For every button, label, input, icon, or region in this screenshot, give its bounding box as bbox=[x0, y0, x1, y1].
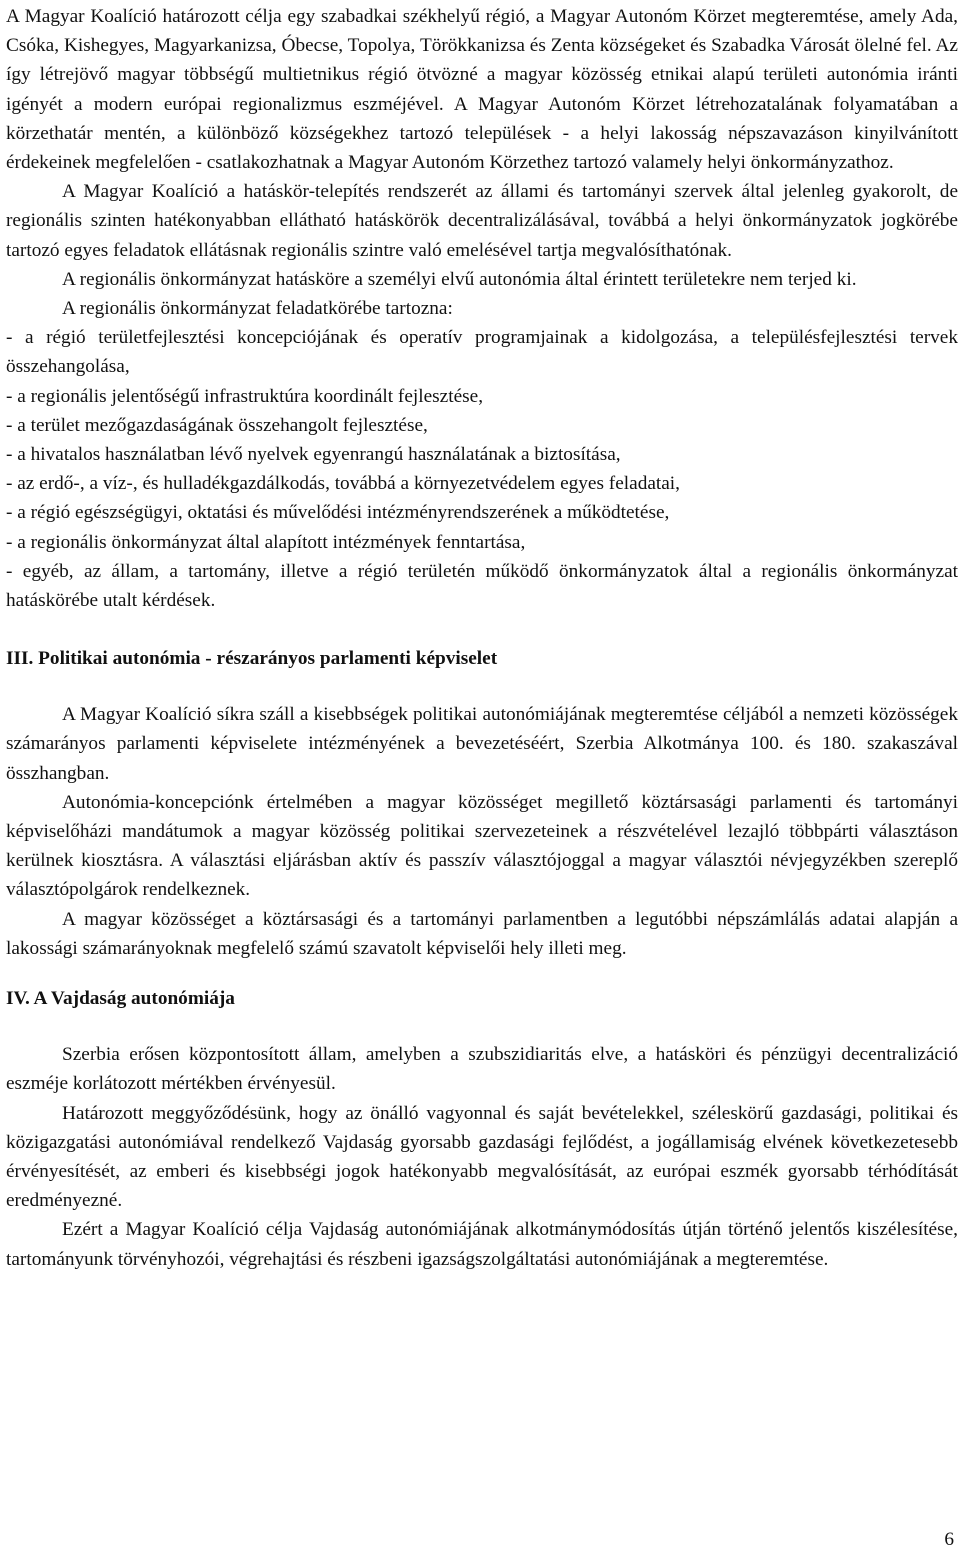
list-item: - a hivatalos használatban lévő nyelvek egyenrangú használatának a biztosítása, bbox=[6, 444, 621, 466]
paragraph: A regionális önkormányzat hatásköre a személyi elvű autonómia által érintett területekre nem terjed ki. bbox=[62, 268, 857, 290]
paragraph: A Magyar Koalíció a hatáskör-telepítés rendszerét az állami és tartományi szervek által jelenleg gyakorolt, de regionális szinten hatékonyabban ellátható hatáskörök decentralizálásával, továbbá a helyi önkormányzatok jogkörébe tartozó egyes feladatok ellátásnak regionális szintre való emelésével tartja megvalósíthatónak. bbox=[6, 181, 958, 261]
paragraph: A Magyar Koalíció határozott célja egy szabadkai székhelyű régió, a Magyar Autonóm Körzet megteremtése, amely Ada, Csóka, Kishegyes, Magyarkanizsa, Óbecse, Topolya, Törökkanizsa és Zenta községeket és Szabadka Városát ölelné fel. Az így létrejövő magyar többségű multietnikus régió ötvözné a magyar közösség etnikai alapú területi autonómia iránti igényét a modern európai regionalizmus eszméjével. A Magyar Autonóm Körzet létrehozatalának folyamatában a körzethatár mentén, a különböző községekhez tartozó települések - a helyi lakosság népszavazáson kinyilvánított érdekeinek megfelelően - csatlakozhatnak a Magyar Autonóm Körzethez tartozó valamely helyi önkormányzathoz. bbox=[6, 6, 958, 174]
paragraph: A regionális önkormányzat feladatkörébe tartozna: bbox=[62, 298, 453, 320]
paragraph: A magyar közösséget a köztársasági és a tartományi parlamentben a legutóbbi népszámlálás adatai alapján a lakossági számarányoknak megfelelő számú szavatolt képviselői hely illeti meg. bbox=[6, 908, 958, 959]
section-heading: IV. A Vajdaság autonómiája bbox=[6, 988, 235, 1010]
list-item: - a regionális önkormányzat által alapított intézmények fenntartása, bbox=[6, 531, 526, 553]
paragraph: Határozott meggyőződésünk, hogy az önálló vagyonnal és saját bevételekkel, széleskörű gazdasági, politikai és közigazgatási autonómiával rendelkező Vajdaság gyorsabb gazdasági fejlődést, a jogállamiság elvének következetesebb érvényesítését, az emberi és kisebbségi jogok hatékonyabb megvalósítását, az európai eszmék gyorsabb térhódítását eredményezné. bbox=[6, 1102, 958, 1212]
list-item: - a régió egészségügyi, oktatási és művelődési intézményrendszerének a működtetése, bbox=[6, 502, 670, 524]
task-list bbox=[6, 323, 958, 615]
list-item: - a terület mezőgazdaságának összehangolt fejlesztése, bbox=[6, 414, 428, 436]
page-number: 6 bbox=[944, 1529, 954, 1550]
document-page bbox=[6, 2, 958, 1274]
paragraph: Autonómia-koncepciónk értelmében a magyar közösséget megillető köztársasági parlamenti és tartományi képviselőházi mandátumok a magyar közösség politikai szervezeteinek a részvételével lezajló többpárti választáson kerülnek kiosztásra. A választási eljárásban aktív és passzív választójoggal a magyar választói névjegyzékben szereplő választópolgárok rendelkeznek. bbox=[6, 791, 958, 901]
paragraph: Szerbia erősen központosított állam, amelyben a szubszidiaritás elve, a hatásköri és pénzügyi decentralizáció eszméje korlátozott mértékben érvényesül. bbox=[6, 1044, 958, 1095]
paragraph: Ezért a Magyar Koalíció célja Vajdaság autonómiájának alkotmánymódosítás útján történő jelentős kiszélesítése, tartományunk törvényhozói, végrehajtási és részbeni igazságszolgáltatási autonómiájának a megteremtése. bbox=[6, 1219, 958, 1270]
list-item: - egyéb, az állam, a tartomány, illetve a régió területén működő önkormányzatok által a regionális önkormányzat hatáskörébe utalt kérdések. bbox=[6, 560, 958, 612]
paragraph: A Magyar Koalíció síkra száll a kisebbségek politikai autonómiájának megteremtése céljából a nemzeti közösségek számarányos parlamenti képviselete intézményének a bevezetéséért, Szerbia Alkotmánya 100. és 180. szakaszával összhangban. bbox=[6, 704, 958, 784]
list-item: - az erdő-, a víz-, és hulladékgazdálkodás, továbbá a környezetvédelem egyes feladatai, bbox=[6, 473, 680, 495]
list-item: - a regionális jelentőségű infrastruktúra koordinált fejlesztése, bbox=[6, 385, 484, 407]
list-item: - a régió területfejlesztési koncepciójának és operatív programjainak a kidolgozása, a településfejlesztési tervek összehangolása, bbox=[6, 327, 958, 378]
section-heading: III. Politikai autonómia - részarányos parlamenti képviselet bbox=[6, 648, 498, 670]
